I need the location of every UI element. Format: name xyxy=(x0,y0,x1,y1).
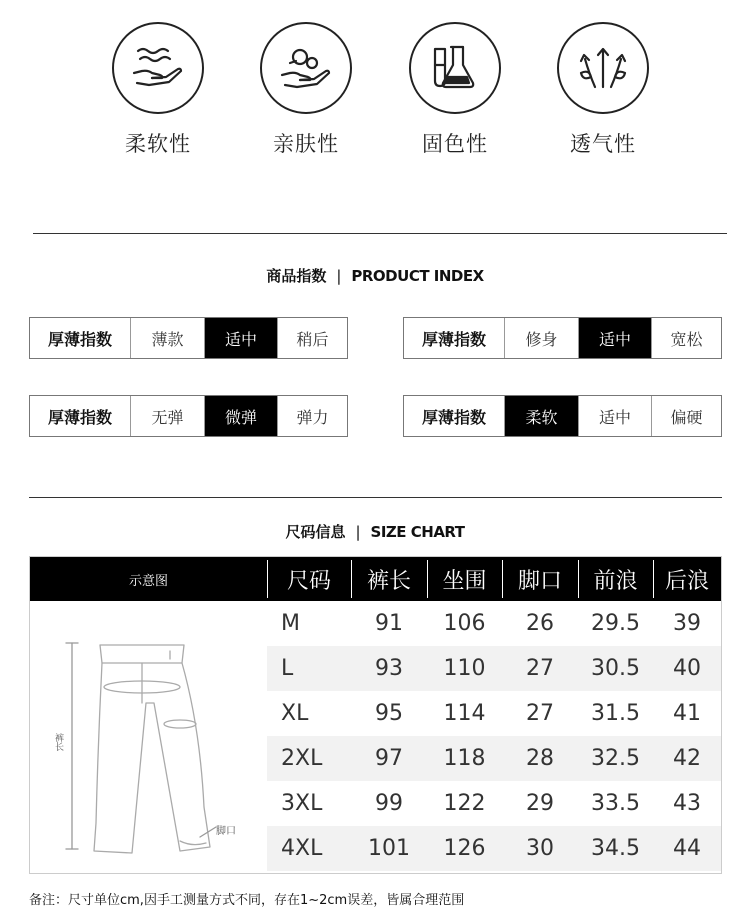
divider xyxy=(29,497,722,498)
cell-length: 91 xyxy=(375,611,403,636)
cell-front-rise: 31.5 xyxy=(591,701,640,726)
feature-label: 透气性 xyxy=(570,132,636,156)
divider xyxy=(33,233,727,234)
cell-length: 97 xyxy=(375,746,403,771)
table-row xyxy=(267,691,721,736)
title-separator: | xyxy=(355,523,361,541)
pants-diagram xyxy=(30,601,267,873)
cell-size: XL xyxy=(281,701,309,726)
index-option: 无弹 xyxy=(130,396,204,436)
index-option-selected: 适中 xyxy=(578,318,651,358)
footnote: 备注：尺寸单位cm,因手工测量方式不同，存在1~2cm误差，皆属合理范围 xyxy=(29,893,465,908)
cell-back-rise: 41 xyxy=(673,701,701,726)
index-box-fit xyxy=(403,317,722,359)
cell-hem: 30 xyxy=(526,836,554,861)
cell-front-rise: 32.5 xyxy=(591,746,640,771)
cell-size: 2XL xyxy=(281,746,323,771)
index-option: 修身 xyxy=(504,318,578,358)
cell-hip: 106 xyxy=(443,611,486,636)
cell-front-rise: 34.5 xyxy=(591,836,640,861)
skin-friendly-hand-icon xyxy=(260,22,352,114)
cell-hip: 110 xyxy=(443,656,486,681)
cell-size: L xyxy=(281,656,294,681)
cell-hem: 29 xyxy=(526,791,554,816)
header-hip: 坐围 xyxy=(442,568,487,594)
breathable-arrows-icon xyxy=(557,22,649,114)
product-index-title-cn: 商品指数 xyxy=(266,267,327,285)
index-option: 稍后 xyxy=(277,318,347,358)
cell-length: 101 xyxy=(368,836,410,861)
cell-size: 3XL xyxy=(281,791,323,816)
size-chart-title-cn: 尺码信息 xyxy=(285,523,346,541)
size-chart-table xyxy=(29,556,722,874)
feature-colorfast xyxy=(407,22,503,158)
cell-back-rise: 43 xyxy=(673,791,701,816)
size-chart-title xyxy=(0,521,750,542)
table-row xyxy=(267,826,721,871)
diagram-hem-label: 脚口 xyxy=(216,826,236,837)
index-label: 厚薄指数 xyxy=(47,329,112,349)
feature-label: 固色性 xyxy=(422,132,488,156)
cell-length: 99 xyxy=(375,791,403,816)
index-option: 弹力 xyxy=(277,396,347,436)
index-option-selected: 柔软 xyxy=(504,396,578,436)
product-index-title-en: PRODUCT INDEX xyxy=(351,267,484,285)
cell-hip: 118 xyxy=(443,746,486,771)
index-box-softness xyxy=(403,395,722,437)
cell-hip: 126 xyxy=(443,836,486,861)
feature-label: 亲肤性 xyxy=(273,132,339,156)
product-index-title xyxy=(0,265,750,286)
index-label: 厚薄指数 xyxy=(421,329,486,349)
header-hem: 脚口 xyxy=(517,568,562,594)
size-chart-header xyxy=(30,557,721,601)
title-separator: | xyxy=(336,267,342,285)
table-row xyxy=(267,601,721,646)
feature-softness xyxy=(110,22,206,158)
index-box-elasticity xyxy=(29,395,348,437)
cell-size: M xyxy=(281,611,300,636)
index-option: 偏硬 xyxy=(651,396,721,436)
cell-hip: 114 xyxy=(443,701,486,726)
cell-hip: 122 xyxy=(443,791,486,816)
cell-back-rise: 40 xyxy=(673,656,701,681)
header-size: 尺码 xyxy=(286,568,331,594)
feature-icons-row xyxy=(0,22,750,172)
header-length: 裤长 xyxy=(366,568,411,594)
cell-length: 93 xyxy=(375,656,403,681)
diagram-length-label: 裤长 xyxy=(53,733,63,751)
cell-back-rise: 42 xyxy=(673,746,701,771)
index-box-thickness xyxy=(29,317,348,359)
cell-front-rise: 30.5 xyxy=(591,656,640,681)
cell-size: 4XL xyxy=(281,836,323,861)
table-row xyxy=(267,781,721,826)
table-row xyxy=(267,736,721,781)
header-back-rise: 后浪 xyxy=(664,568,709,594)
cell-length: 95 xyxy=(375,701,403,726)
header-front-rise: 前浪 xyxy=(593,568,638,594)
softness-hand-wave-icon xyxy=(112,22,204,114)
index-label: 厚薄指数 xyxy=(421,407,486,427)
cell-front-rise: 29.5 xyxy=(591,611,640,636)
cell-hem: 28 xyxy=(526,746,554,771)
cell-hem: 27 xyxy=(526,656,554,681)
size-chart-title-en: SIZE CHART xyxy=(370,523,465,541)
cell-hem: 26 xyxy=(526,611,554,636)
index-option-selected: 适中 xyxy=(204,318,277,358)
index-option: 宽松 xyxy=(651,318,721,358)
cell-hem: 27 xyxy=(526,701,554,726)
feature-skin-friendly xyxy=(258,22,354,158)
cell-back-rise: 44 xyxy=(673,836,701,861)
index-option: 适中 xyxy=(578,396,651,436)
header-diagram: 示意图 xyxy=(128,573,168,589)
index-option-selected: 微弹 xyxy=(204,396,277,436)
feature-label: 柔软性 xyxy=(125,132,191,156)
cell-front-rise: 33.5 xyxy=(591,791,640,816)
cell-back-rise: 39 xyxy=(673,611,701,636)
index-option: 薄款 xyxy=(130,318,204,358)
colorfast-flask-icon xyxy=(409,22,501,114)
index-label: 厚薄指数 xyxy=(47,407,112,427)
table-row xyxy=(267,646,721,691)
feature-breathable xyxy=(555,22,651,158)
